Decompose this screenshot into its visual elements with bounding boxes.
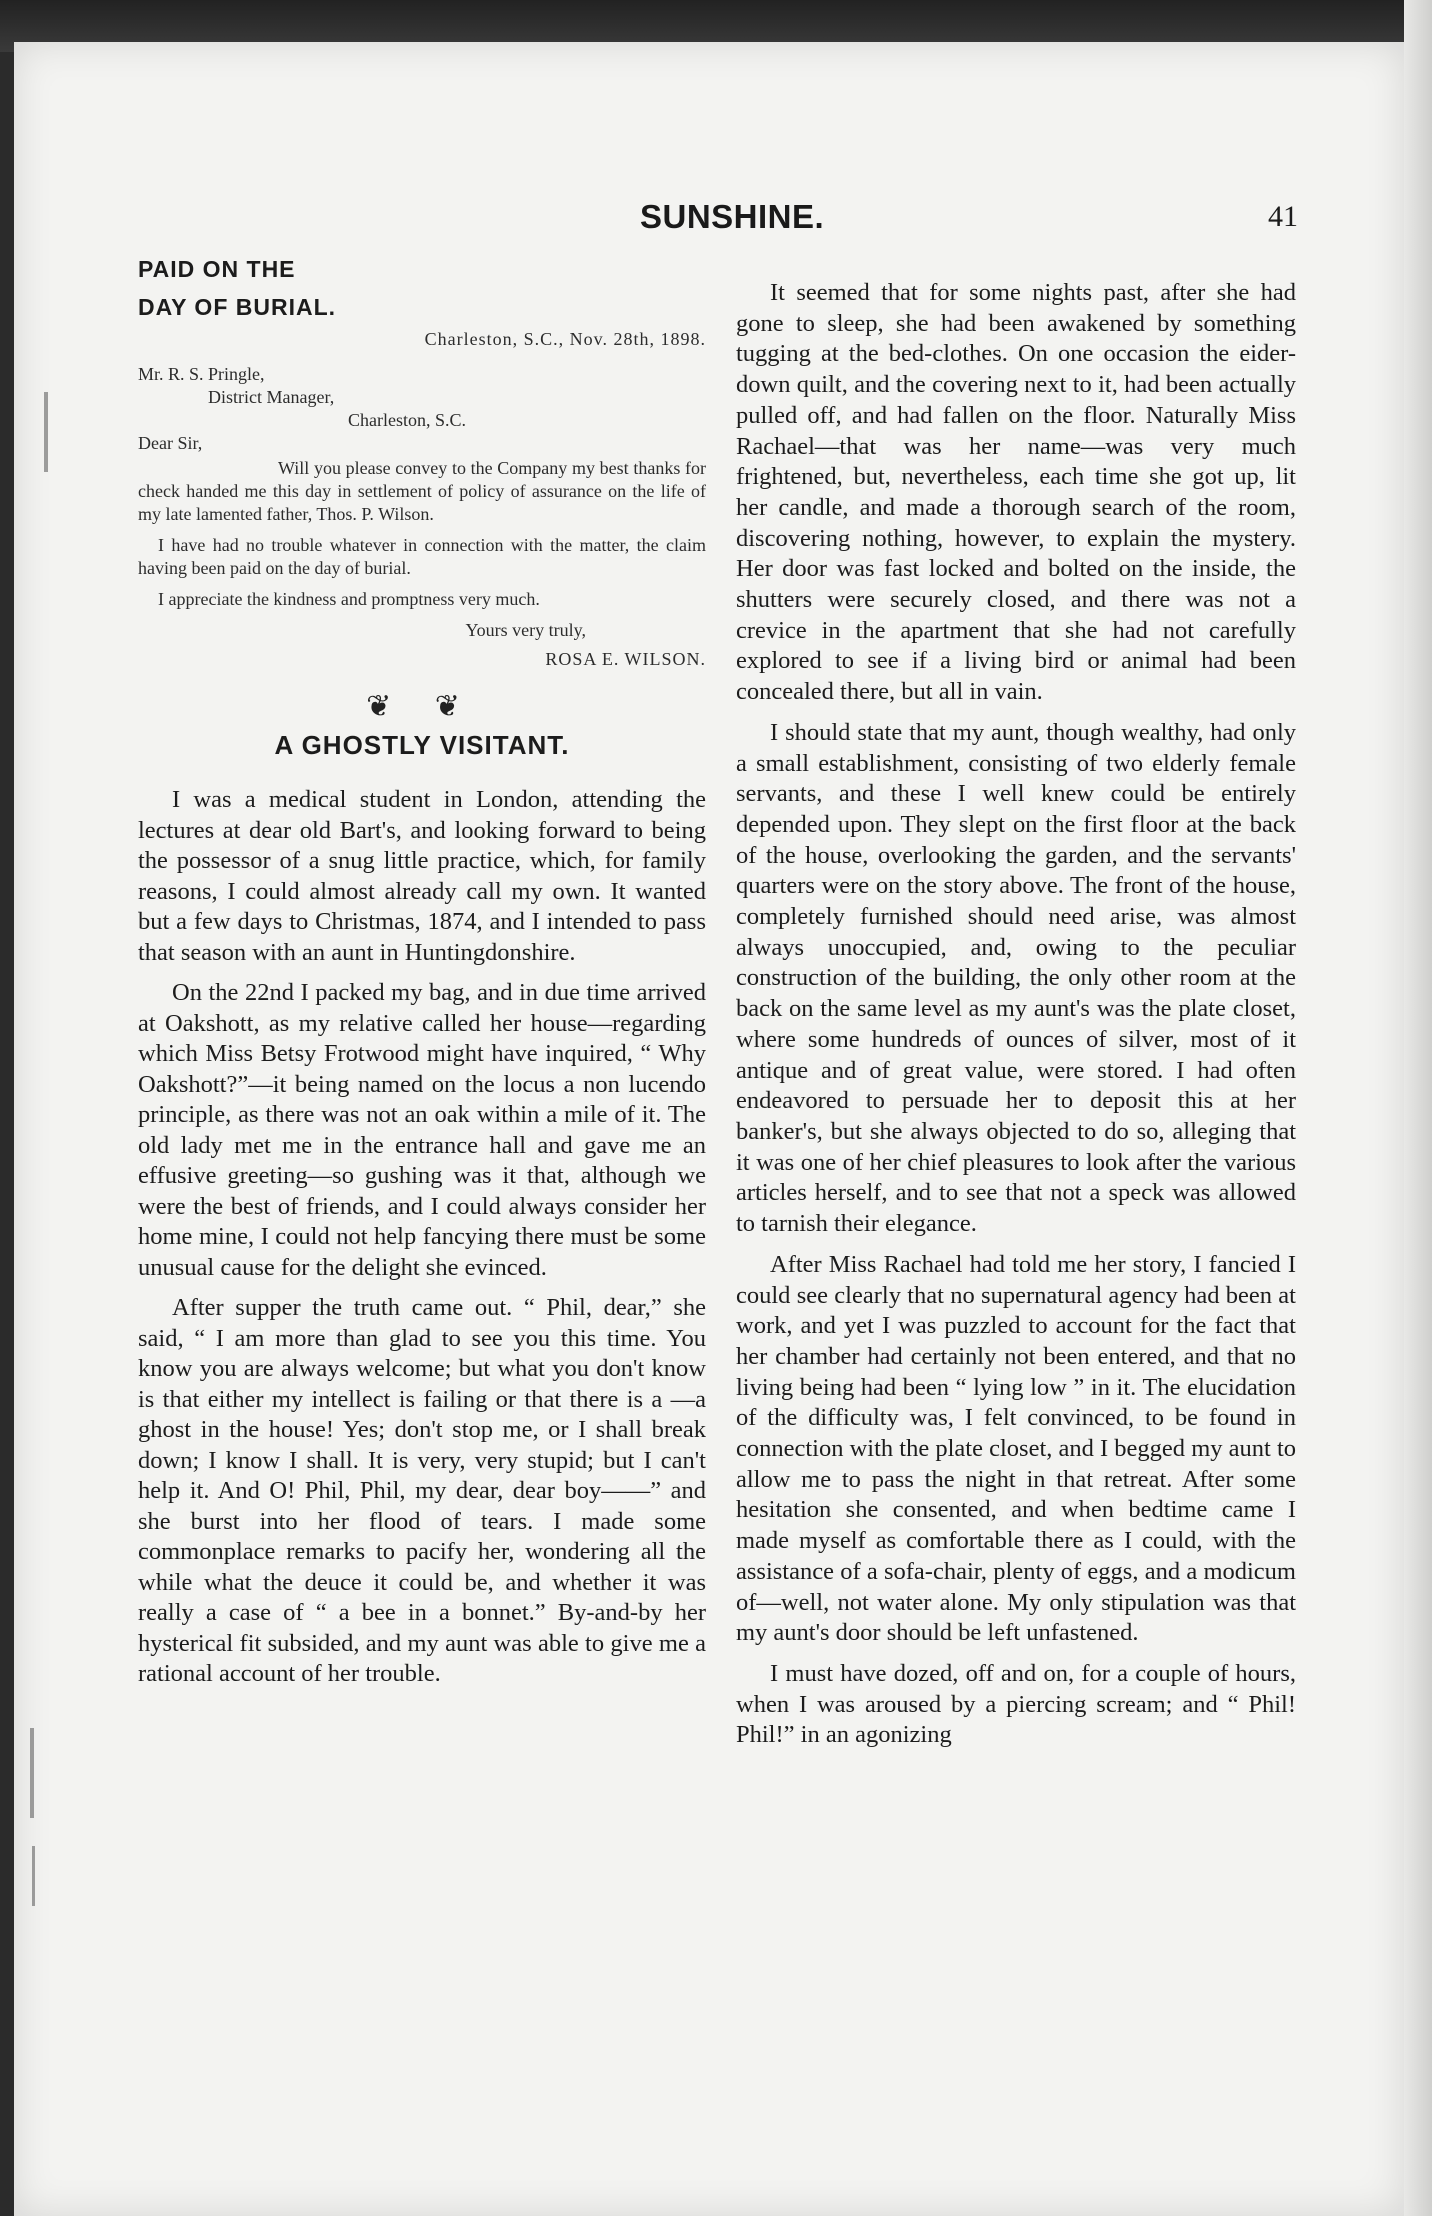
letter-closing: Yours very truly, — [465, 620, 586, 640]
letter-addressee-title: District Manager, — [208, 387, 335, 407]
letter-heading-line1: PAID ON THE — [138, 256, 296, 282]
right-column — [736, 278, 1296, 1761]
letter-salutation: Dear Sir, — [138, 433, 203, 453]
story-title: A GHOSTLY VISITANT. — [274, 730, 570, 760]
margin-mark — [30, 1728, 34, 1818]
letter-paragraph: I have had no trouble whatever in connection with the matter, the claim having been paid on the day of burial. — [138, 535, 706, 578]
page-number: 41 — [1268, 200, 1298, 233]
story-paragraph: I was a medical student in London, attending the lectures at dear old Bart's, and looking forward to being the possessor of a snug little practice, which, for family reasons, I could almost already call my own. It wanted but a few days to Christmas, 1874, and I intended to pass that season with an aunt in Huntingdonshire. — [138, 786, 706, 966]
story-paragraph: After supper the truth came out. “ Phil, dear,” she said, “ I am more than glad to see you this time. You know you are always welcome; but what you don't know is that either my intellect is failing or that there is a —a ghost in the house! Yes; don't stop me, or I shall break down; I know I shall. It is very, very stupid; but I can't help it. And O! Phil, Phil, my dear, dear boy——” and she burst into her flood of tears. I made some commonplace remarks to pacify her, wondering all the while what the deuce it could be, and whether it was really a case of “ a bee in a bonnet.” By-and-by her hysterical fit subsided, and my aunt was able to give me a rational account of her trouble. — [138, 1294, 706, 1687]
publication-title: SUNSHINE. — [640, 198, 825, 235]
testimonial-letter — [138, 328, 706, 671]
story-paragraph: I must have dozed, off and on, for a couple of hours, when I was aroused by a piercing scream; and “ Phil! Phil!” in an agonizing — [736, 1659, 1296, 1749]
story-left-body — [138, 785, 706, 1690]
letter-addressee: Mr. R. S. Pringle, — [138, 364, 265, 384]
story-paragraph: After Miss Rachael had told me her story, I fancied I could see clearly that no supernatural agency had been at work, and yet I was puzzled to account for the fact that her chamber had certainly not been entered, and that no living being had been “ lying low ” in it. The elucidation of the difficulty was, I felt convinced, to be found in connection with the plate closet, and I begged my aunt to allow me to pass the night in that retreat. After some hesitation she consented, and when bedtime came I made myself as comfortable there as I could, with the assistance of a sofa-chair, plenty of eggs, and a modicum of—well, not water alone. My only stipulation was that my aunt's door should be left unfastened. — [736, 1250, 1296, 1647]
page-edge — [1404, 0, 1432, 2216]
letter-addressee-city: Charleston, S.C. — [348, 410, 467, 430]
section-ornament: ❦ ❦ — [366, 690, 478, 723]
margin-mark — [44, 392, 48, 472]
letter-paragraph: I appreciate the kindness and promptness very much. — [158, 589, 540, 609]
story-paragraph: On the 22nd I packed my bag, and in due time arrived at Oakshott, as my relative called her house—regarding which Miss Betsy Frotwood might have inquired, “ Why Oakshott?”—it being named on the locus a non lucendo principle, as there was not an oak within a mile of it. The old lady met me in the entrance hall and gave me an effusive greeting—so gushing was it that, although we were the best of friends, and I could always consider her home mine, I could not help fancying there must be some unusual cause for the delight she evinced. — [138, 979, 706, 1281]
left-column — [138, 250, 706, 1700]
letter-heading-line2: DAY OF BURIAL. — [138, 294, 337, 320]
story-paragraph: It seemed that for some nights past, after she had gone to sleep, she had been awakened by something tugging at the bed-clothes. On one occasion the eider-down quilt, and the covering next to it, had been actually pulled off, and had fallen on the floor. Naturally Miss Rachael—that was her name—was very much frightened, but, nevertheless, each time she got up, lit her candle, and made a thorough search of the room, discovering nothing, however, to explain the mystery. Her door was fast locked and bolted on the inside, the shutters were securely closed, and there was not a crevice in the apartment that she had not carefully explored to see if a living bird or animal had been concealed there, but all in vain. — [736, 279, 1296, 706]
story-paragraph: I should state that my aunt, though wealthy, had only a small establishment, consisting of two elderly female servants, and these I well knew could be entirely depended upon. They slept on the first floor at the back of the house, overlooking the garden, and the servants' quarters were on the story above. The front of the house, completely furnished should need arise, was almost always unoccupied, and, owing to the peculiar construction of the building, the only other room at the back on the same level as my aunt's was the plate closet, where some hundreds of ounces of silver, most of it antique and of great value, were stored. I had often endeavored to persuade her to deposit this at her banker's, but she always objected to do so, alleging that it was one of her chief pleasures to look after the various articles herself, and to see that not a speck was allowed to tarnish their elegance. — [736, 718, 1296, 1238]
letter-date: Charleston, S.C., Nov. 28th, 1898. — [424, 329, 706, 349]
page-header — [0, 198, 1432, 238]
letter-signature: ROSA E. WILSON. — [545, 649, 706, 669]
margin-mark — [32, 1846, 35, 1906]
letter-paragraph: Will you please convey to the Company my best thanks for check handed me this day in settlement of policy of assurance on the life of my late lamented father, Thos. P. Wilson. — [138, 458, 706, 524]
